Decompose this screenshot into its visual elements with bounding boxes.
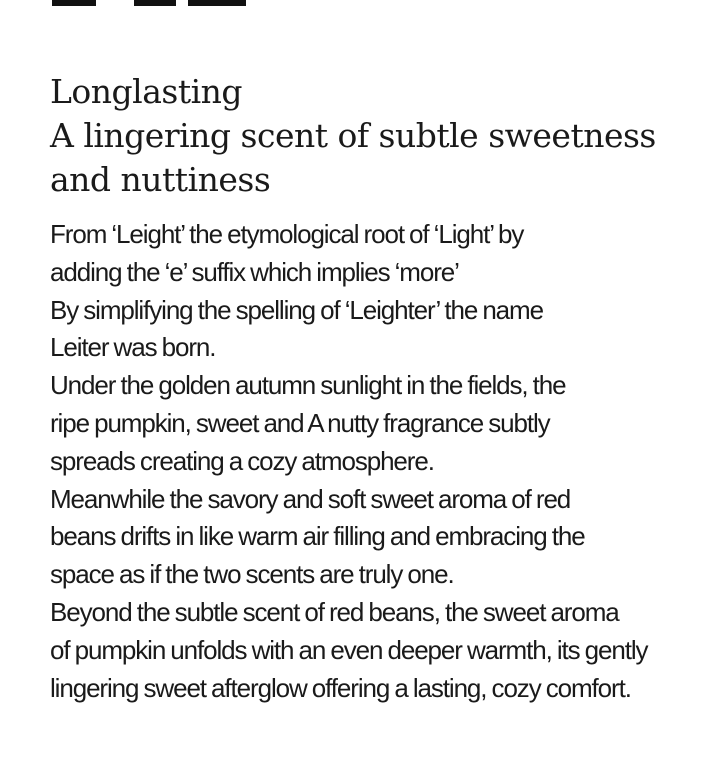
body-line: Leiter was born. xyxy=(50,332,216,363)
body-line: By simplifying the spelling of ‘Leighter’ the name xyxy=(50,294,543,325)
body-line: Under the golden autumn sunlight in the fields, the xyxy=(50,370,566,401)
body-line: space as if the two scents are truly one. xyxy=(50,559,454,590)
subtitle-line: and nuttiness xyxy=(50,160,271,199)
body-line: of pumpkin unfolds with an even deeper warmth, its gently xyxy=(50,634,648,665)
heading-glyph-fragment xyxy=(134,0,176,6)
body-line: lingering sweet afterglow offering a lasting, cozy comfort. xyxy=(50,672,631,703)
subtitle-line: A lingering scent of subtle sweetness xyxy=(50,116,656,155)
description-paragraph xyxy=(50,216,710,707)
body-line: beans drifts in like warm air filling and embracing the xyxy=(50,521,585,552)
body-line: Beyond the subtle scent of red beans, the sweet aroma xyxy=(50,596,619,627)
heading-glyph-fragment xyxy=(52,0,96,6)
body-line: spreads creating a cozy atmosphere. xyxy=(50,445,434,476)
heading-glyph-fragment xyxy=(188,0,246,6)
body-line: Meanwhile the savory and soft sweet aroma of red xyxy=(50,483,571,514)
body-line: ripe pumpkin, sweet and A nutty fragrance subtly xyxy=(50,407,550,438)
subtitle-line: Longlasting xyxy=(50,72,243,111)
body-line: adding the ‘e’ suffix which implies ‘more’ xyxy=(50,256,459,287)
subtitle xyxy=(50,70,700,202)
body-line: From ‘Leight’ the etymological root of ‘Light’ by xyxy=(50,219,524,249)
cropped-heading-fragment xyxy=(52,0,252,6)
